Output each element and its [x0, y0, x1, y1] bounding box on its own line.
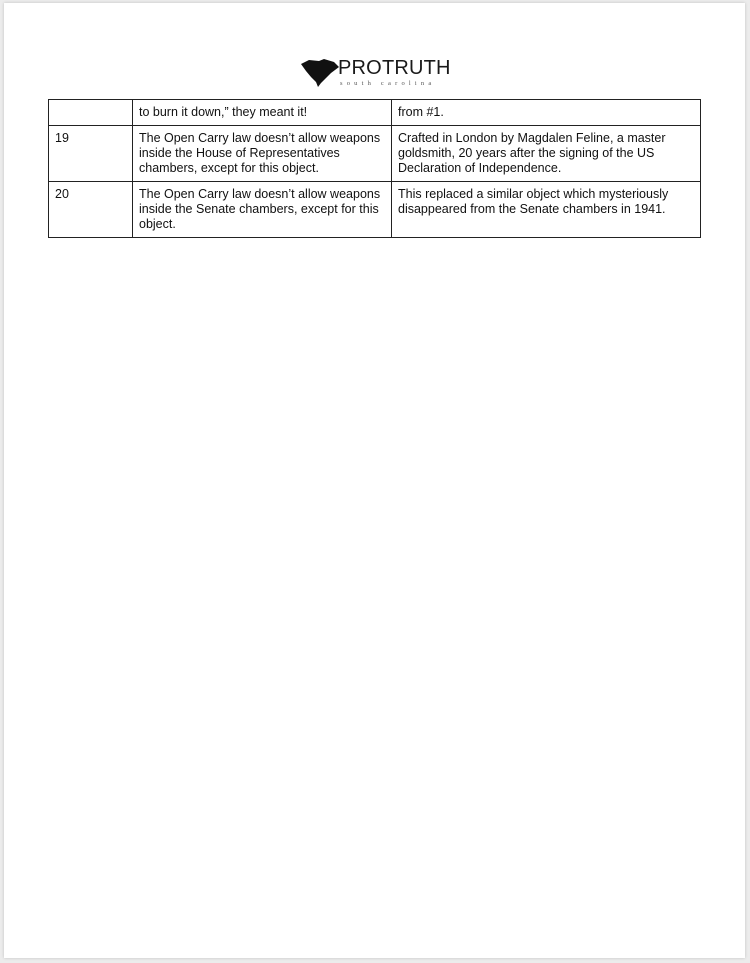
hint-cell: This replaced a similar object which mysteriously disappeared from the Senate chambers in 1941. [392, 182, 701, 238]
clue-table [48, 99, 701, 238]
hint-cell: Crafted in London by Magdalen Feline, a master goldsmith, 20 years after the signing of the US Declaration of Independence. [392, 126, 701, 182]
protruth-logo [300, 55, 460, 91]
logo-subtitle: south carolina [340, 80, 436, 87]
row-number: 19 [49, 126, 133, 182]
hint-cell: from #1. [392, 100, 701, 126]
table-row [49, 182, 701, 238]
clue-cell: The Open Carry law doesn’t allow weapons inside the Senate chambers, except for this object. [133, 182, 392, 238]
logo-title: PROTRUTH [338, 57, 451, 79]
table-row [49, 100, 701, 126]
row-number [49, 100, 133, 126]
row-number: 20 [49, 182, 133, 238]
document-page [4, 3, 745, 958]
table-row [49, 126, 701, 182]
south-carolina-state-icon [300, 58, 340, 88]
clue-cell: to burn it down,” they meant it! [133, 100, 392, 126]
clue-cell: The Open Carry law doesn’t allow weapons inside the House of Representatives chambers, except for this object. [133, 126, 392, 182]
